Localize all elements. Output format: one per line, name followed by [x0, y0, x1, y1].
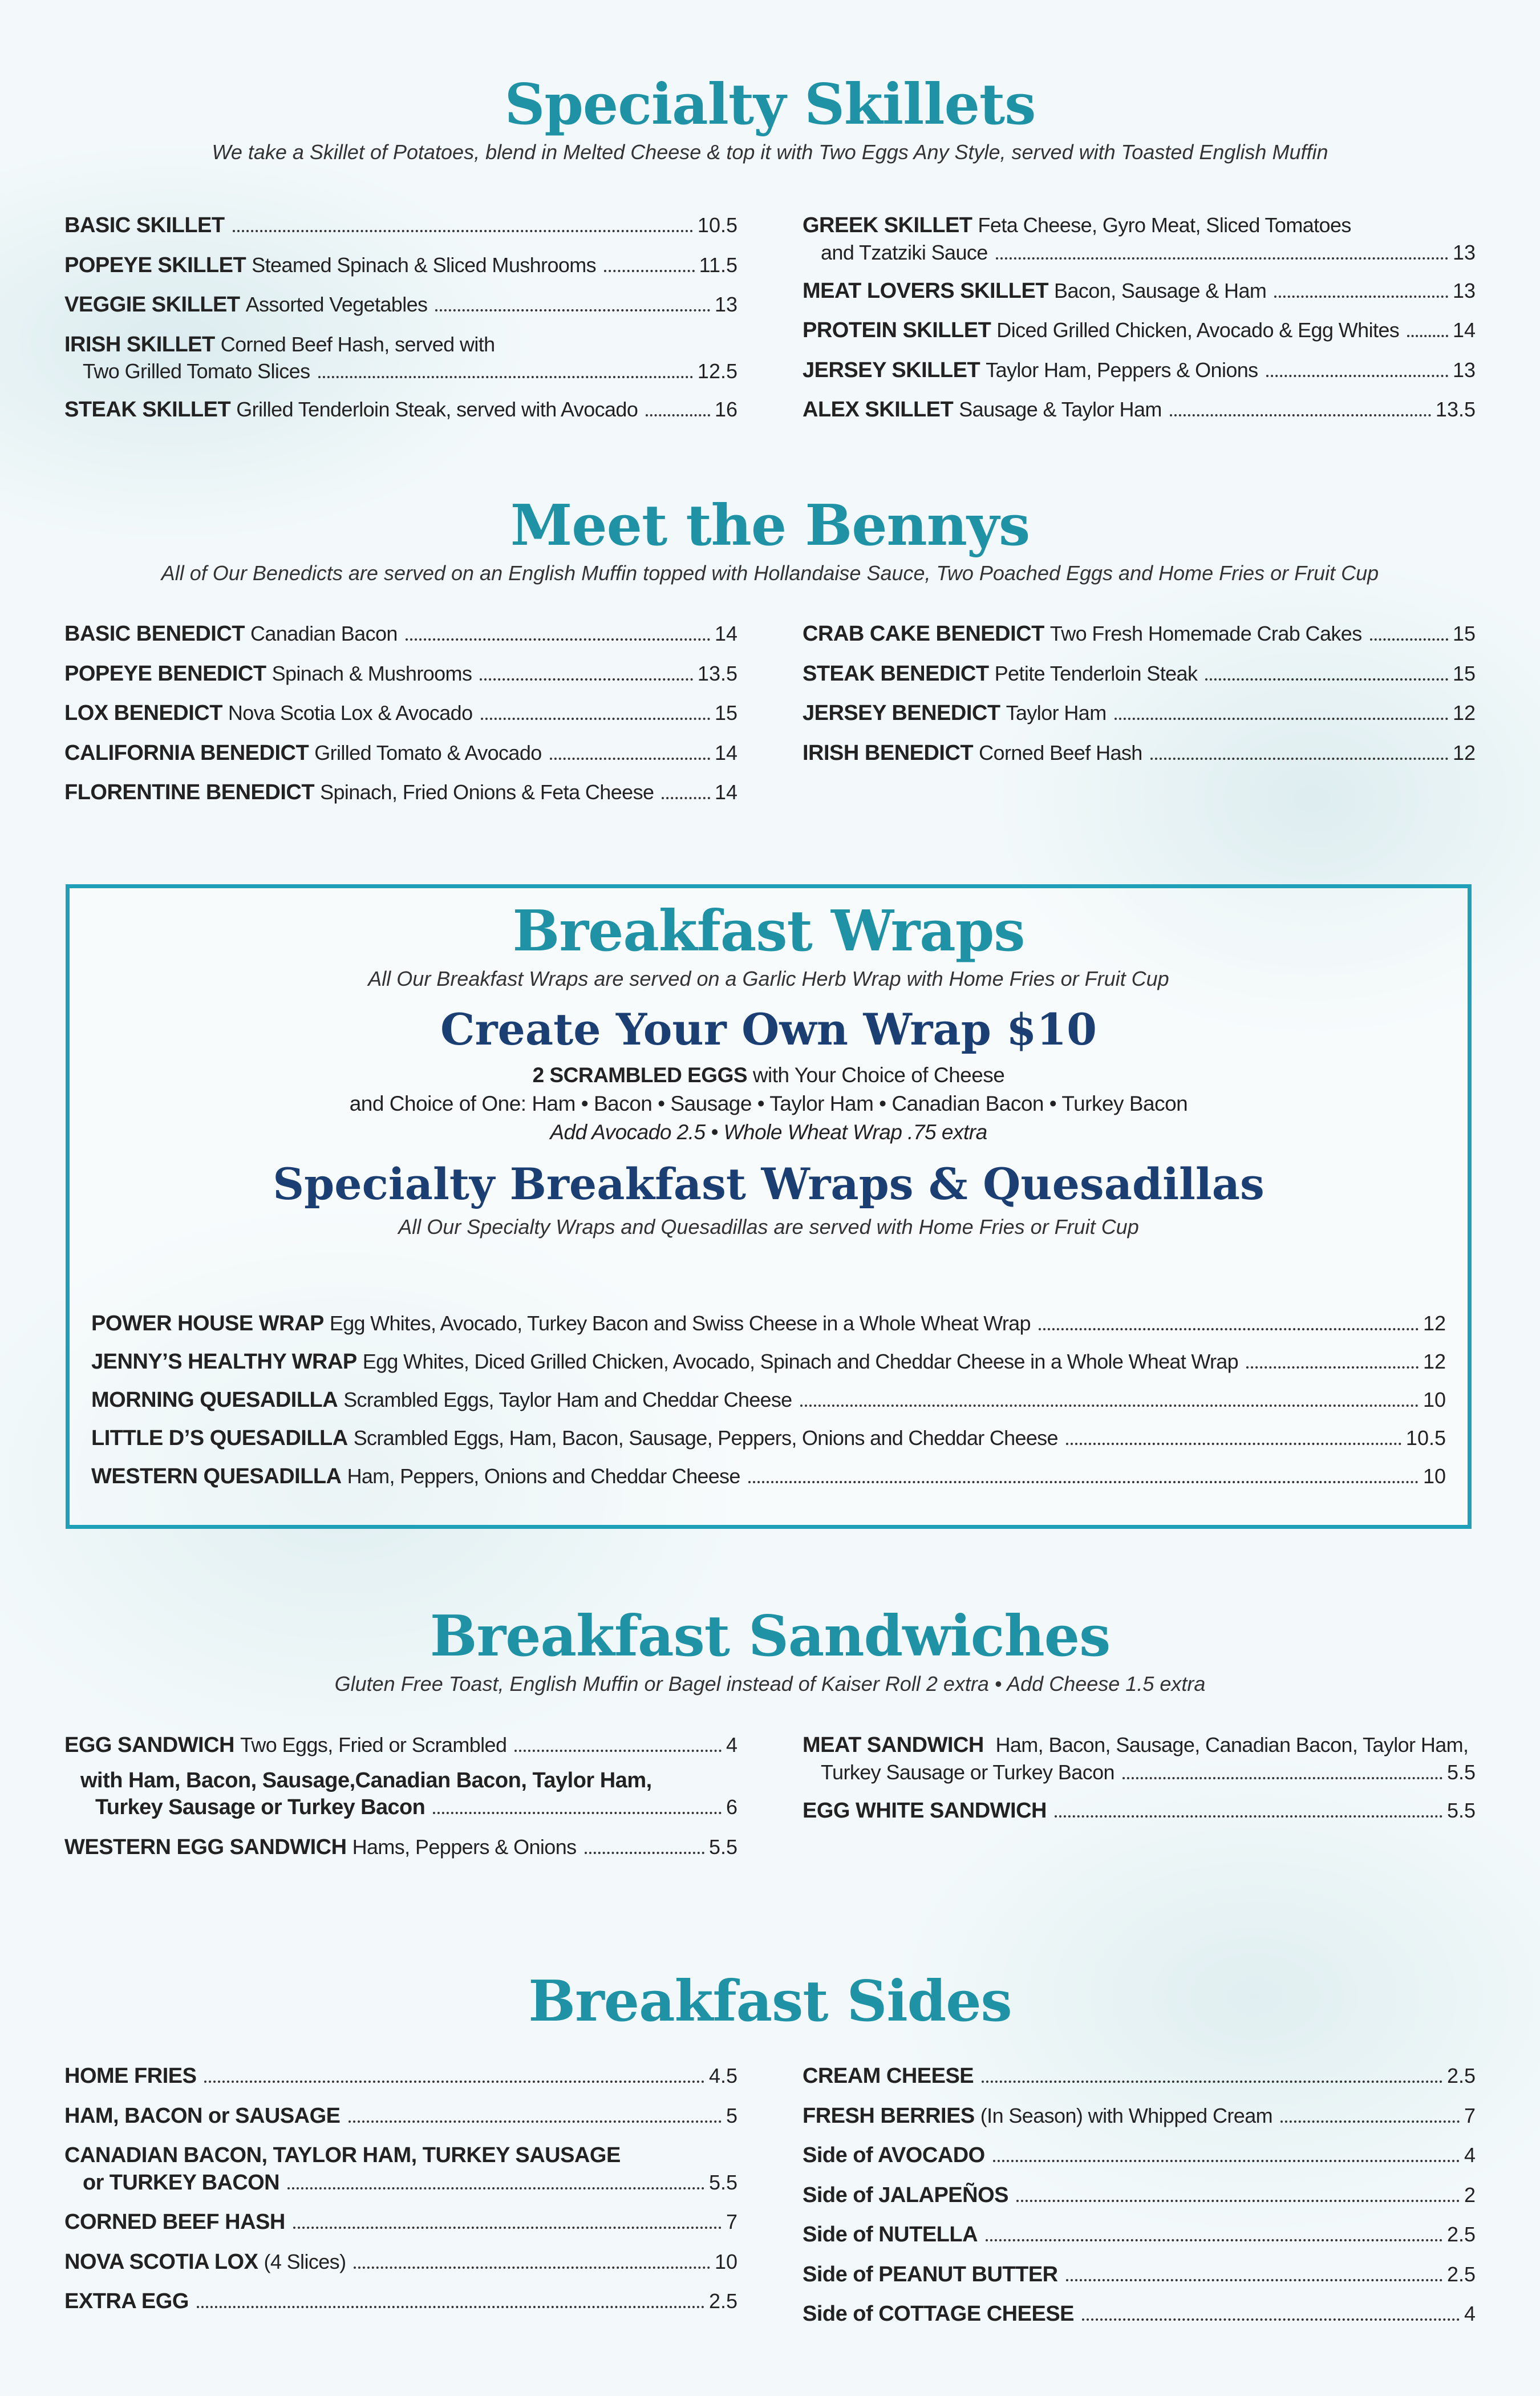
item-desc: Feta Cheese, Gyro Meat, Sliced Tomatoes	[978, 213, 1351, 237]
dot-leader	[1082, 2318, 1460, 2321]
item-cont: and Tzatziki Sauce	[821, 240, 988, 264]
menu-item-side-of-peanut-butter	[803, 2261, 1476, 2289]
item-price: 2.5	[1446, 2262, 1476, 2286]
dot-leader	[585, 1852, 704, 1854]
item-name: POPEYE SKILLET	[64, 253, 246, 277]
item-desc: (4 Slices)	[264, 2249, 346, 2273]
menu-item-home-fries	[64, 2063, 737, 2090]
dot-leader	[1170, 414, 1431, 416]
dot-leader	[996, 257, 1448, 260]
menu-item-egg-white-sandwich	[803, 1798, 1476, 1825]
item-name: BASIC BENEDICT	[64, 622, 245, 646]
dot-leader	[1246, 1366, 1419, 1369]
menu-item-ham-bacon-or-sausage	[64, 2103, 737, 2130]
item-name: LITTLE D’S QUESADILLA	[91, 1426, 348, 1450]
menu-item-greek-skillet	[803, 212, 1476, 265]
item-desc: Taylor Ham	[1006, 701, 1107, 725]
menu-item-steak-skillet	[64, 396, 737, 424]
menu-item-power-house-wrap	[91, 1312, 1446, 1336]
item-name: CANADIAN BACON, TAYLOR HAM, TURKEY SAUSAGE	[64, 2143, 621, 2167]
menu-item-florentine-benedict	[64, 779, 737, 807]
menu-item-cream-cheese	[803, 2063, 1476, 2090]
item-desc: (In Season) with Whipped Cream	[980, 2103, 1273, 2127]
item-price: 15	[1452, 622, 1476, 645]
dot-leader	[800, 1405, 1419, 1407]
dot-leader	[1370, 638, 1448, 641]
dot-leader	[481, 718, 710, 720]
item-price: 12	[1452, 740, 1476, 764]
dot-leader	[433, 1812, 722, 1814]
dot-leader	[604, 270, 695, 272]
item-name: FLORENTINE BENEDICT	[64, 780, 315, 804]
wraps-box	[66, 884, 1472, 1529]
dot-leader	[1205, 678, 1448, 681]
menu-item-alex-skillet	[803, 396, 1476, 424]
dot-leader	[1066, 1443, 1401, 1445]
item-name: FRESH BERRIES	[803, 2103, 975, 2128]
bennys-right-column	[803, 621, 1476, 779]
item-price: 5.5	[708, 1835, 737, 1859]
item-name: STEAK BENEDICT	[803, 661, 989, 686]
item-name: MEAT LOVERS SKILLET	[803, 278, 1049, 303]
item-name: HAM, BACON or SAUSAGE	[64, 2103, 341, 2128]
item-desc: Egg Whites, Diced Grilled Chicken, Avocado, Spinach and Cheddar Cheese in a Whole Wheat Wrap	[362, 1350, 1238, 1373]
item-name: Side of COTTAGE CHEESE	[803, 2302, 1075, 2326]
dot-leader	[550, 758, 710, 760]
item-name: JERSEY SKILLET	[803, 358, 980, 382]
menu-item-egg-sandwich-with	[64, 1767, 737, 1822]
item-name: WESTERN EGG SANDWICH	[64, 1835, 347, 1859]
sides-right-column	[803, 2063, 1476, 2341]
item-price: 5	[726, 2103, 737, 2127]
item-name: POPEYE BENEDICT	[64, 661, 266, 686]
dot-leader	[318, 376, 693, 378]
item-name: WESTERN QUESADILLA	[91, 1464, 342, 1488]
item-price: 4	[1464, 2302, 1476, 2325]
menu-item-little-d-s-quesadilla	[91, 1426, 1446, 1451]
item-name: PROTEIN SKILLET	[803, 318, 991, 342]
item-price: 14	[1452, 318, 1476, 342]
menu-item-popeye-skillet	[64, 252, 737, 280]
item-price: 2.5	[1446, 2223, 1476, 2246]
item-price: 5.5	[1446, 1760, 1476, 1784]
menu-item-lox-benedict	[64, 700, 737, 727]
menu-item-side-of-cottage-cheese	[803, 2301, 1476, 2328]
item-price: 2	[1464, 2183, 1476, 2207]
sides-title: Breakfast Sides	[528, 1969, 1012, 2034]
wraps-subtitle: All Our Breakfast Wraps are served on a Garlic Herb Wrap with Home Fries or Fruit Cup	[368, 966, 1169, 990]
item-name: NOVA SCOTIA LOX	[64, 2249, 258, 2274]
item-price: 5.5	[708, 2170, 737, 2194]
dot-leader	[1274, 296, 1448, 298]
sandwiches-title: Breakfast Sandwiches	[429, 1604, 1111, 1669]
specialty-wraps-list	[91, 1312, 1446, 1503]
menu-item-extra-egg	[64, 2288, 737, 2316]
menu-item-morning-quesadilla	[91, 1388, 1446, 1412]
item-price: 15	[1452, 661, 1476, 685]
sandwiches-right-column	[803, 1732, 1476, 1837]
dot-leader	[197, 2306, 704, 2308]
menu-item-steak-benedict	[803, 661, 1476, 688]
item-price: 13	[1452, 278, 1476, 302]
item-desc: Petite Tenderloin Steak	[994, 661, 1198, 685]
item-price: 11.5	[699, 253, 737, 277]
item-name: STEAK SKILLET	[64, 398, 231, 422]
menu-item-jersey-skillet	[803, 357, 1476, 385]
item-desc: Corned Beef Hash, served with	[220, 332, 495, 356]
item-desc: Steamed Spinach & Sliced Mushrooms	[252, 253, 597, 277]
item-name: Side of NUTELLA	[803, 2223, 978, 2247]
item-desc: Ham, Peppers, Onions and Cheddar Cheese	[347, 1464, 740, 1488]
menu-item-corned-beef-hash	[64, 2209, 737, 2236]
dot-leader	[646, 414, 710, 416]
dot-leader	[480, 678, 693, 681]
menu-item-egg-sandwich	[64, 1732, 737, 1759]
create-wrap-cheese: with Your Choice of Cheese	[752, 1063, 1005, 1087]
item-name: HOME FRIES	[64, 2064, 197, 2088]
sandwiches-section	[0, 1606, 1540, 1696]
item-name: BASIC SKILLET	[64, 213, 225, 237]
item-name: ALEX SKILLET	[803, 398, 954, 422]
item-name: Side of JALAPEÑOS	[803, 2183, 1008, 2207]
item-price: 14	[714, 780, 737, 804]
dot-leader	[514, 1750, 722, 1752]
item-desc: Assorted Vegetables	[245, 293, 428, 316]
menu-item-meat-lovers-skillet	[803, 278, 1476, 305]
skillets-subtitle: We take a Skillet of Potatoes, blend in Melted Cheese & top it with Two Eggs Any Style, served with Toasted English Muffin	[212, 140, 1328, 164]
item-price: 10.5	[1405, 1426, 1446, 1450]
item-desc: Diced Grilled Chicken, Avocado & Egg Whites	[996, 318, 1400, 342]
menu-item-protein-skillet	[803, 317, 1476, 345]
item-name: EGG WHITE SANDWICH	[803, 1798, 1047, 1823]
item-desc: Spinach & Mushrooms	[271, 661, 472, 685]
item-name: EXTRA EGG	[64, 2289, 189, 2313]
dot-leader	[993, 2160, 1460, 2162]
dot-leader	[435, 309, 710, 311]
item-name: with Ham, Bacon, Sausage,Canadian Bacon, Taylor Ham,	[80, 1768, 652, 1792]
item-name: Side of PEANUT BUTTER	[803, 2262, 1058, 2286]
item-name: MEAT SANDWICH	[803, 1733, 984, 1757]
create-wrap-bold: 2 SCRAMBLED EGGS	[532, 1063, 748, 1087]
dot-leader	[348, 2120, 722, 2123]
dot-leader	[982, 2081, 1442, 2083]
sides-section	[0, 1971, 1540, 2033]
item-desc: Hams, Peppers & Onions	[352, 1835, 577, 1859]
menu-item-western-egg-sandwich	[64, 1834, 737, 1861]
dot-leader	[1407, 335, 1448, 337]
menu-item-jenny-s-healthy-wrap	[91, 1350, 1446, 1374]
item-name: IRISH SKILLET	[64, 332, 215, 357]
item-price: 13	[1452, 358, 1476, 382]
item-price: 10	[1423, 1388, 1446, 1411]
item-cont: Turkey Sausage or Turkey Bacon	[821, 1760, 1115, 1784]
dot-leader	[1266, 375, 1448, 377]
item-desc: Scrambled Eggs, Ham, Bacon, Sausage, Peppers, Onions and Cheddar Cheese	[353, 1426, 1058, 1450]
item-name: VEGGIE SKILLET	[64, 293, 240, 317]
item-price: 13	[714, 293, 737, 316]
item-name: CREAM CHEESE	[803, 2064, 974, 2088]
item-price: 12	[1452, 701, 1476, 725]
wraps-title: Breakfast Wraps	[512, 898, 1025, 964]
item-name: MORNING QUESADILLA	[91, 1388, 338, 1412]
dot-leader	[748, 1481, 1419, 1483]
item-price: 15	[714, 701, 737, 725]
item-desc: Grilled Tenderloin Steak, served with Avocado	[236, 398, 638, 421]
dot-leader	[354, 2267, 710, 2269]
skillets-section	[0, 74, 1540, 164]
create-wrap-line2: and Choice of One: Ham • Bacon • Sausage • Taylor Ham • Canadian Bacon • Turkey Bacon	[349, 1092, 1188, 1116]
menu-item-nova-scotia-lox	[64, 2249, 737, 2276]
menu-item-crab-cake-benedict	[803, 621, 1476, 648]
item-price: 4	[1464, 2143, 1476, 2167]
menu-item-california-benedict	[64, 740, 737, 767]
dot-leader	[1055, 1815, 1442, 1818]
item-name: CRAB CAKE BENEDICT	[803, 622, 1044, 646]
item-desc: Ham, Bacon, Sausage, Canadian Bacon, Taylor Ham,	[995, 1733, 1469, 1756]
dot-leader	[204, 2081, 704, 2083]
dot-leader	[986, 2239, 1442, 2241]
dot-leader	[1039, 1328, 1419, 1330]
item-desc: Grilled Tomato & Avocado	[314, 740, 542, 764]
dot-leader	[406, 638, 710, 641]
item-price: 7	[1464, 2103, 1476, 2127]
dot-leader	[1016, 2200, 1460, 2202]
create-wrap-line3: Add Avocado 2.5 • Whole Wheat Wrap .75 extra	[550, 1120, 987, 1144]
bennys-title: Meet the Bennys	[510, 493, 1030, 558]
dot-leader	[233, 230, 693, 232]
item-desc: Scrambled Eggs, Taylor Ham and Cheddar Cheese	[343, 1388, 792, 1411]
dot-leader	[662, 797, 710, 799]
menu-item-irish-skillet	[64, 331, 737, 385]
menu-item-irish-benedict	[803, 740, 1476, 767]
menu-item-meat-sandwich	[803, 1732, 1476, 1785]
dot-leader	[1066, 2279, 1442, 2281]
specialty-wraps-subtitle: All Our Specialty Wraps and Quesadillas are served with Home Fries or Fruit Cup	[398, 1215, 1139, 1239]
item-desc: Nova Scotia Lox & Avocado	[228, 701, 473, 725]
item-price: 5.5	[1446, 1798, 1476, 1822]
item-desc: Egg Whites, Avocado, Turkey Bacon and Swiss Cheese in a Whole Wheat Wrap	[329, 1312, 1031, 1335]
item-price: 7	[726, 2210, 737, 2233]
item-price: 10	[714, 2249, 737, 2273]
item-desc: Canadian Bacon	[250, 622, 398, 645]
item-desc: Two Fresh Homemade Crab Cakes	[1049, 622, 1362, 645]
menu-item-basic-skillet	[64, 212, 737, 240]
item-name: LOX BENEDICT	[64, 701, 222, 725]
dot-leader	[1122, 1777, 1442, 1779]
item-name: POWER HOUSE WRAP	[91, 1312, 324, 1335]
item-price: 14	[714, 740, 737, 764]
menu-item-popeye-benedict	[64, 661, 737, 688]
item-desc: Corned Beef Hash	[979, 740, 1142, 764]
item-price: 6	[726, 1795, 737, 1819]
item-cont: or TURKEY BACON	[83, 2170, 279, 2195]
sides-left-column	[64, 2063, 737, 2328]
sandwiches-left-column	[64, 1732, 737, 1873]
menu-item-canadian-bacon-taylor-ham-turkey-sausage	[64, 2142, 737, 2196]
item-cont: Two Grilled Tomato Slices	[83, 359, 310, 383]
item-price: 12	[1423, 1350, 1446, 1373]
item-price: 4.5	[708, 2064, 737, 2087]
item-name: GREEK SKILLET	[803, 213, 972, 237]
dot-leader	[293, 2227, 722, 2229]
item-name: JENNY’S HEALTHY WRAP	[91, 1350, 357, 1374]
item-desc: Taylor Ham, Peppers & Onions	[986, 358, 1258, 382]
menu-item-western-quesadilla	[91, 1464, 1446, 1489]
item-price: 2.5	[708, 2289, 737, 2313]
item-cont: Turkey Sausage or Turkey Bacon	[95, 1795, 425, 1819]
item-name: Side of AVOCADO	[803, 2143, 985, 2167]
dot-leader	[1150, 758, 1448, 760]
item-desc: Two Eggs, Fried or Scrambled	[240, 1733, 507, 1756]
menu-item-side-of-nutella	[803, 2221, 1476, 2249]
item-price: 13	[1452, 240, 1476, 264]
sandwiches-subtitle: Gluten Free Toast, English Muffin or Bagel instead of Kaiser Roll 2 extra • Add Cheese 1.5 extra	[334, 1671, 1206, 1695]
create-wrap-line1	[70, 1061, 1468, 1090]
item-price: 4	[726, 1733, 737, 1756]
item-price: 12	[1423, 1312, 1446, 1335]
item-name: CALIFORNIA BENEDICT	[64, 740, 309, 765]
dot-leader	[1280, 2120, 1460, 2123]
item-price: 16	[714, 398, 737, 421]
item-price: 14	[714, 622, 737, 645]
bennys-subtitle: All of Our Benedicts are served on an English Muffin topped with Hollandaise Sauce, Two Poached Eggs and Home Fries or Fruit Cup	[161, 561, 1379, 585]
menu-item-basic-benedict	[64, 621, 737, 648]
item-desc: Sausage & Taylor Ham	[959, 398, 1162, 421]
bennys-section	[0, 495, 1540, 585]
item-name: CORNED BEEF HASH	[64, 2210, 285, 2234]
item-desc: Spinach, Fried Onions & Feta Cheese	[320, 780, 654, 804]
item-desc: Bacon, Sausage & Ham	[1054, 278, 1267, 302]
create-wrap-title: Create Your Own Wrap $10	[440, 1003, 1097, 1055]
item-price: 13.5	[1435, 398, 1476, 421]
menu-item-veggie-skillet	[64, 292, 737, 319]
menu-item-fresh-berries	[803, 2103, 1476, 2130]
item-name: JERSEY BENEDICT	[803, 701, 1000, 725]
item-price: 12.5	[697, 359, 737, 383]
item-price: 2.5	[1446, 2064, 1476, 2087]
item-price: 10	[1423, 1464, 1446, 1488]
specialty-wraps-title: Specialty Breakfast Wraps & Quesadillas	[273, 1159, 1265, 1210]
item-price: 10.5	[697, 213, 737, 237]
skillets-left-column	[64, 212, 737, 436]
menu-item-side-of-avocado	[803, 2142, 1476, 2170]
menu-item-side-of-jalape-os	[803, 2182, 1476, 2209]
item-name: EGG SANDWICH	[64, 1733, 234, 1757]
dot-leader	[1115, 718, 1448, 720]
dot-leader	[287, 2187, 704, 2189]
skillets-title: Specialty Skillets	[504, 72, 1036, 137]
item-name: IRISH BENEDICT	[803, 740, 974, 765]
skillets-right-column	[803, 212, 1476, 436]
item-price: 13.5	[697, 661, 737, 685]
menu-item-jersey-benedict	[803, 700, 1476, 727]
bennys-left-column	[64, 621, 737, 819]
